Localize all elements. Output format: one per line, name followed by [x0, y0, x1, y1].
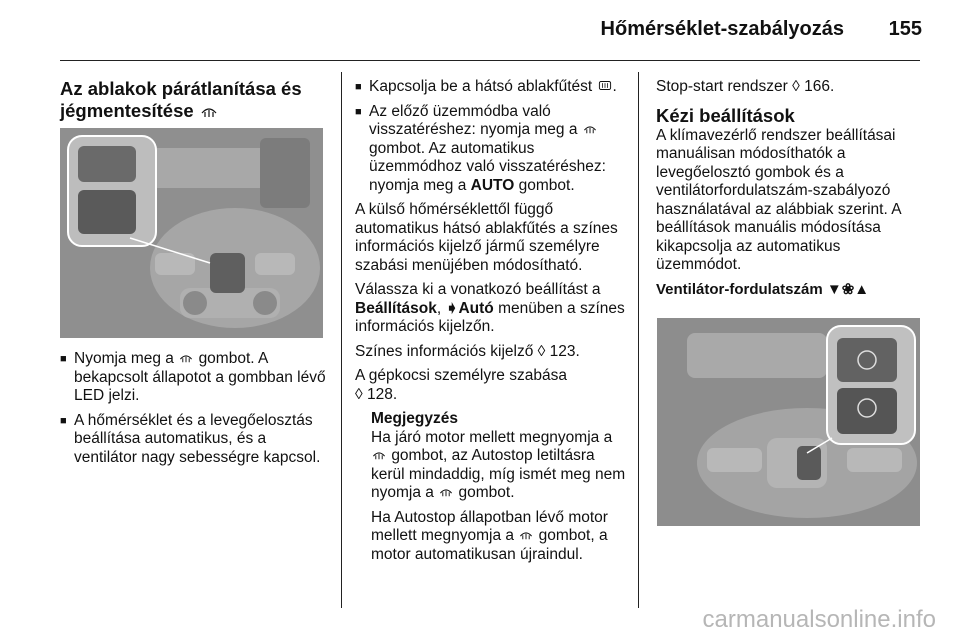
- note-paragraph-1: Ha járó motor mellett megnyomja a gombot, az Autostop letiltásra kerül mindaddig, míg ismét meg nem nyomja a gombot.: [371, 428, 626, 501]
- climate-panel-photo-defrost: [60, 128, 323, 338]
- fan-panel-illustration: [657, 318, 920, 526]
- paragraph-manual-settings: A klímavezérlő rendszer beállításai manuálisan módosíthatók a levegőelosztó gombok és a ventilátorfordulatszám-szabályozó használatával az alábbiak szerint. A beállítások manuális módosítása kikapcsolja az automatikus üzemmódot.: [656, 126, 901, 273]
- dashboard-illustration: [60, 128, 323, 338]
- page-header-title: Hőmérséklet-szabályozás: [600, 18, 844, 40]
- left-column: [60, 78, 328, 122]
- section-heading-defrost: Az ablakok párátlanítása és jégmentesítése: [60, 78, 302, 121]
- section-heading-manual: Kézi beállítások: [656, 104, 795, 126]
- list-item: ■ A hőmérséklet és a levegőelosztás beállítása automatikus, és a ventilátor nagy sebességre kapcsol.: [60, 412, 330, 468]
- left-bullet-list: [60, 350, 330, 467]
- middle-bullet-list: [355, 78, 627, 195]
- subheading-fan-speed: Ventilátor-fordulatszám ▼❀▲: [656, 280, 870, 298]
- left-column-body: [60, 350, 330, 473]
- defrost-icon: [199, 103, 219, 119]
- defrost-icon: [582, 122, 598, 135]
- watermark: carmanualsonline.info: [702, 606, 936, 633]
- list-item: ■ Nyomja meg a gombot. A bekapcsolt állapotot a gombban lévő LED jelzi.: [60, 350, 330, 406]
- reference-arrow-icon: ◊: [792, 78, 800, 95]
- page-reference[interactable]: 166.: [804, 78, 835, 95]
- paragraph-auto-rear-heating: A külső hőmérséklettől függő automatikus hátsó ablakfűtés a színes információs kijelző jármű személyre szabási menüjében módosítható.: [355, 201, 618, 274]
- note-block: [355, 410, 627, 564]
- column-divider-left: [341, 72, 342, 608]
- page-reference[interactable]: 128.: [366, 385, 398, 403]
- note-title: Megjegyzés: [371, 410, 459, 427]
- defrost-icon: [178, 351, 194, 364]
- list-item: ■ Az előző üzemmódba való visszatéréshez: nyomja meg a gombot. Az automatikus üzemmódhoz való visszatéréshez: nyomja meg a AUTO gombot.: [355, 103, 627, 196]
- reference-stop-start: Stop-start rendszer ◊ 166.: [656, 78, 835, 95]
- page-reference[interactable]: 123.: [549, 342, 580, 360]
- list-item: ■ Kapcsolja be a hátsó ablakfűtést .: [355, 78, 627, 97]
- reference-arrow-icon: ◊: [355, 385, 363, 403]
- paragraph-settings-menu: Válassza ki a vonatkozó beállítást a Beállítások, ➧Autó menüben a színes információs kijelzőn.: [355, 281, 625, 335]
- fan-speed-icons: ▼❀▲: [826, 280, 870, 298]
- rear-window-heat-icon: [597, 79, 613, 92]
- page-number: 155: [888, 18, 922, 40]
- defrost-icon: [518, 528, 534, 541]
- reference-arrow-icon: ◊: [537, 342, 546, 360]
- reference-personalization: A gépkocsi személyre szabása ◊ 128.: [355, 367, 567, 403]
- middle-column: [355, 78, 627, 570]
- defrost-icon: [438, 485, 454, 498]
- note-paragraph-2: Ha Autostop állapotban lévő motor mellett megnyomja a gombot, a motor automatikusan újraindul.: [371, 508, 608, 563]
- header-rule: [60, 60, 920, 61]
- defrost-icon: [371, 448, 387, 461]
- climate-panel-photo-fan: [657, 318, 920, 526]
- column-divider-right: [638, 72, 639, 608]
- reference-display: Színes információs kijelző ◊ 123.: [355, 342, 580, 360]
- right-column: [656, 78, 924, 305]
